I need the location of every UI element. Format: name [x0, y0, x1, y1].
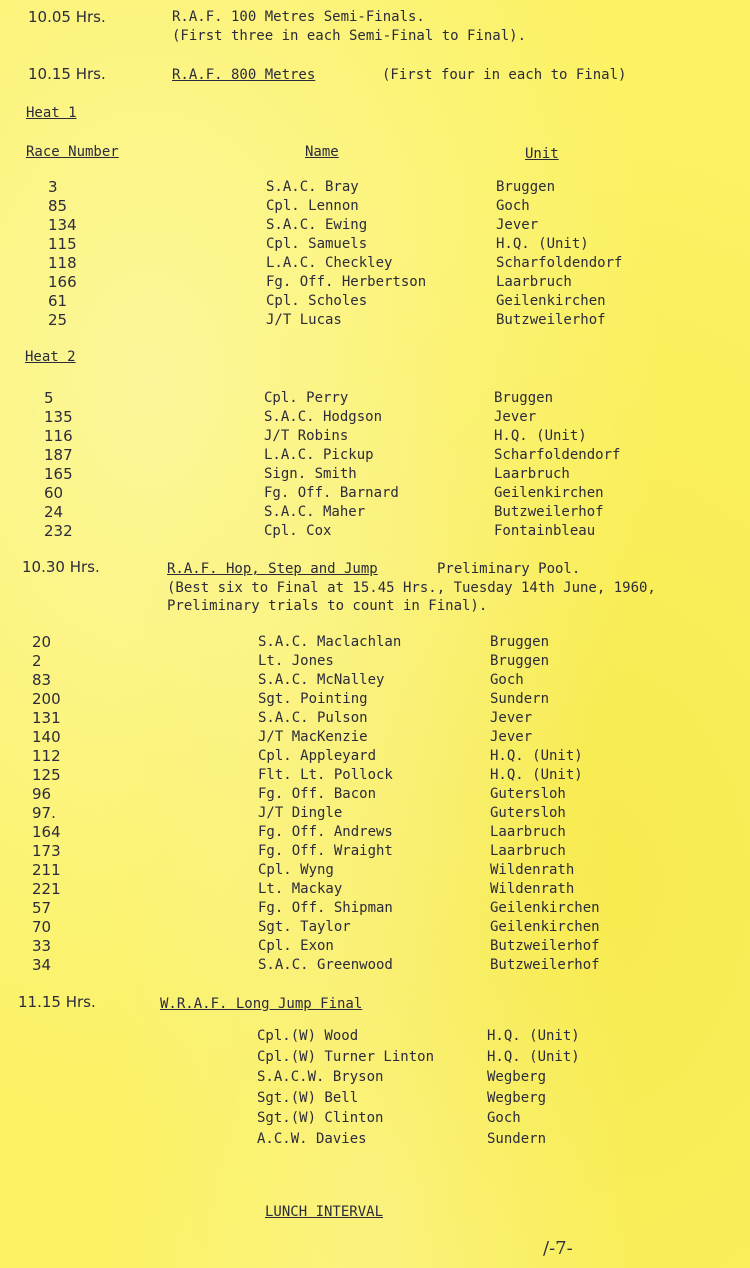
race-number-cell: 61 [48, 292, 68, 310]
table-row [0, 918, 750, 937]
athlete-name-cell: S.A.C. Hodgson [264, 409, 383, 425]
unit-cell: Butzweilerhof [494, 504, 604, 520]
race-number-cell: 140 [32, 728, 61, 746]
table-row [0, 861, 750, 880]
unit-cell: H.Q. (Unit) [487, 1028, 580, 1044]
unit-cell: Scharfoldendorf [496, 255, 623, 271]
athlete-name-cell: Sign. Smith [264, 466, 357, 482]
race-number-cell: 20 [32, 633, 52, 651]
table-row [0, 178, 750, 197]
unit-cell: Gutersloh [490, 805, 566, 821]
race-number-cell: 211 [32, 861, 61, 879]
athlete-name-cell: J/T Dingle [258, 805, 343, 821]
athlete-name-cell: J/T Robins [264, 428, 349, 444]
heat2-label: Heat 2 [25, 349, 76, 365]
unit-cell: Laarbruch [490, 843, 566, 859]
event2-title: R.A.F. 800 Metres [172, 67, 316, 83]
athlete-name-cell: Cpl. Appleyard [258, 748, 377, 764]
column-unit: Unit [525, 146, 559, 162]
table-row [0, 1089, 750, 1110]
athlete-name-cell: Cpl. Perry [264, 390, 349, 406]
athlete-name-cell: S.A.C. McNalley [258, 672, 385, 688]
athlete-name-cell: L.A.C. Pickup [264, 447, 374, 463]
race-number-cell: 221 [32, 880, 61, 898]
unit-cell: Sundern [487, 1130, 547, 1147]
unit-cell: Goch [490, 672, 524, 688]
race-number-cell: 97. [32, 804, 56, 822]
athlete-name-cell: Flt. Lt. Pollock [258, 767, 393, 783]
table-row [0, 273, 750, 292]
race-number-cell: 200 [32, 690, 61, 708]
race-number-cell: 135 [44, 408, 73, 426]
event3-title: R.A.F. Hop, Step and Jump [167, 561, 378, 577]
unit-cell: Jever [494, 409, 537, 425]
unit-cell: Laarbruch [490, 824, 566, 840]
unit-cell: Scharfoldendorf [494, 447, 621, 463]
unit-cell: Butzweilerhof [490, 957, 600, 973]
table-row [0, 1068, 750, 1089]
athlete-name-cell: Sgt.(W) Bell [257, 1089, 359, 1106]
table-row [0, 842, 750, 861]
table-row [0, 956, 750, 975]
athlete-name-cell: S.A.C. Maclachlan [258, 634, 402, 650]
athlete-name-cell: Fg. Off. Herbertson [266, 274, 427, 290]
table-row [0, 671, 750, 690]
unit-cell: Wildenrath [490, 862, 575, 878]
table-row [0, 633, 750, 652]
unit-cell: Laarbruch [496, 274, 572, 290]
race-number-cell: 115 [48, 235, 77, 253]
race-number-cell: 165 [44, 465, 73, 483]
race-number-cell: 24 [44, 503, 64, 521]
athlete-name-cell: A.C.W. Davies [257, 1130, 367, 1147]
table-row [0, 292, 750, 311]
heat1-list [0, 178, 750, 330]
table-row [0, 709, 750, 728]
athlete-name-cell: Fg. Off. Barnard [264, 485, 399, 501]
event4-time: 11.15 Hrs. [18, 993, 96, 1011]
table-row [0, 785, 750, 804]
unit-cell: Wegberg [487, 1069, 547, 1085]
race-number-cell: 70 [32, 918, 52, 936]
table-row [0, 804, 750, 823]
unit-cell: H.Q. (Unit) [490, 767, 583, 783]
event2-subtitle: (First four in each to Final) [382, 67, 627, 83]
unit-cell: Jever [490, 729, 533, 745]
athlete-name-cell: Cpl. Cox [264, 523, 332, 539]
table-row [0, 503, 750, 522]
unit-cell: Jever [496, 217, 539, 233]
column-race-number: Race Number [26, 144, 119, 160]
table-row [0, 823, 750, 842]
athlete-name-cell: Cpl. Samuels [266, 236, 368, 252]
table-row [0, 1027, 750, 1048]
table-row [0, 747, 750, 766]
athlete-name-cell: Cpl. Lennon [266, 198, 359, 214]
unit-cell: Butzweilerhof [496, 312, 606, 328]
unit-cell: Geilenkirchen [494, 485, 604, 501]
unit-cell: Wildenrath [490, 881, 575, 897]
race-number-cell: 125 [32, 766, 61, 784]
table-row [0, 389, 750, 408]
race-number-cell: 34 [32, 956, 52, 974]
race-number-cell: 116 [44, 427, 73, 445]
athlete-name-cell: J/T MacKenzie [258, 729, 368, 745]
table-row [0, 880, 750, 899]
athlete-name-cell: J/T Lucas [266, 312, 342, 328]
wraf-list [0, 1027, 750, 1150]
athlete-name-cell: S.A.C.W. Bryson [257, 1069, 384, 1085]
table-row [0, 899, 750, 918]
table-row [0, 522, 750, 541]
unit-cell: H.Q. (Unit) [490, 748, 583, 764]
event3-line2: (Best six to Final at 15.45 Hrs., Tuesday 14th June, 1960, [167, 580, 656, 596]
table-row [0, 235, 750, 254]
race-number-cell: 166 [48, 273, 77, 291]
unit-cell: Fontainbleau [494, 523, 596, 539]
table-row [0, 937, 750, 956]
race-number-cell: 60 [44, 484, 64, 502]
table-row [0, 197, 750, 216]
table-row [0, 1048, 750, 1069]
race-number-cell: 96 [32, 785, 52, 803]
lunch-interval: LUNCH INTERVAL [265, 1204, 384, 1220]
heat1-label: Heat 1 [26, 105, 77, 121]
athlete-name-cell: Lt. Jones [258, 653, 334, 669]
table-row [0, 408, 750, 427]
athlete-name-cell: Cpl.(W) Turner Linton [257, 1048, 435, 1065]
table-row [0, 1109, 750, 1130]
athlete-name-cell: S.A.C. Ewing [266, 217, 368, 233]
athlete-name-cell: Cpl. Exon [258, 938, 334, 954]
page-number: /-7- [543, 1238, 573, 1259]
race-number-cell: 2 [32, 652, 42, 670]
unit-cell: Bruggen [490, 634, 550, 650]
athlete-name-cell: Fg. Off. Shipman [258, 900, 393, 916]
table-row [0, 446, 750, 465]
athlete-name-cell: S.A.C. Bray [266, 179, 359, 195]
athlete-name-cell: Sgt. Pointing [258, 691, 368, 707]
race-number-cell: 85 [48, 197, 68, 215]
athlete-name-cell: Sgt.(W) Clinton [257, 1110, 384, 1126]
unit-cell: Laarbruch [494, 466, 570, 482]
athlete-name-cell: Lt. Mackay [258, 881, 343, 897]
athlete-name-cell: Fg. Off. Andrews [258, 824, 393, 840]
unit-cell: H.Q. (Unit) [496, 236, 589, 252]
unit-cell: H.Q. (Unit) [487, 1048, 580, 1065]
race-number-cell: 187 [44, 446, 73, 464]
athlete-name-cell: Cpl. Wyng [258, 862, 334, 878]
unit-cell: Goch [487, 1110, 521, 1126]
table-row [0, 216, 750, 235]
unit-cell: Goch [496, 198, 530, 214]
race-number-cell: 83 [32, 671, 52, 689]
athlete-name-cell: Cpl. Scholes [266, 293, 368, 309]
event1-title: R.A.F. 100 Metres Semi-Finals. [172, 9, 425, 25]
table-row [0, 484, 750, 503]
athlete-name-cell: Fg. Off. Wraight [258, 843, 393, 859]
unit-cell: Gutersloh [490, 786, 566, 802]
unit-cell: H.Q. (Unit) [494, 428, 587, 444]
race-number-cell: 164 [32, 823, 61, 841]
athlete-name-cell: L.A.C. Checkley [266, 255, 393, 271]
athlete-name-cell: Fg. Off. Bacon [258, 786, 377, 802]
race-number-cell: 112 [32, 747, 61, 765]
athlete-name-cell: S.A.C. Greenwood [258, 957, 393, 973]
unit-cell: Sundern [490, 691, 550, 707]
table-row [0, 254, 750, 273]
table-row [0, 1130, 750, 1151]
event2-time: 10.15 Hrs. [28, 65, 106, 83]
athlete-name-cell: S.A.C. Maher [264, 504, 366, 520]
race-number-cell: 232 [44, 522, 73, 540]
table-row [0, 766, 750, 785]
event3-line3: Preliminary trials to count in Final). [167, 598, 488, 614]
race-number-cell: 118 [48, 254, 77, 272]
unit-cell: Jever [490, 710, 533, 726]
race-number-cell: 3 [48, 178, 58, 196]
table-row [0, 465, 750, 484]
event1-subtitle: (First three in each Semi-Final to Final). [172, 28, 527, 44]
unit-cell: Geilenkirchen [496, 293, 606, 309]
event1-time: 10.05 Hrs. [28, 8, 106, 26]
athlete-name-cell: Sgt. Taylor [258, 919, 351, 935]
race-number-cell: 5 [44, 389, 54, 407]
race-number-cell: 25 [48, 311, 68, 329]
athlete-name-cell: S.A.C. Pulson [258, 710, 368, 726]
athlete-name-cell: Cpl.(W) Wood [257, 1028, 359, 1044]
table-row [0, 427, 750, 446]
event3-pool: Preliminary Pool. [437, 561, 581, 577]
table-row [0, 728, 750, 747]
race-number-cell: 131 [32, 709, 61, 727]
table-row [0, 690, 750, 709]
event4-title: W.R.A.F. Long Jump Final [160, 996, 363, 1012]
unit-cell: Geilenkirchen [490, 919, 600, 935]
race-number-cell: 173 [32, 842, 61, 860]
race-number-cell: 33 [32, 937, 52, 955]
table-row [0, 652, 750, 671]
unit-cell: Geilenkirchen [490, 900, 600, 916]
column-name: Name [305, 144, 339, 160]
unit-cell: Bruggen [490, 653, 550, 669]
unit-cell: Bruggen [494, 390, 554, 406]
unit-cell: Wegberg [487, 1089, 547, 1106]
race-number-cell: 134 [48, 216, 77, 234]
event3-time: 10.30 Hrs. [22, 558, 100, 576]
unit-cell: Bruggen [496, 179, 556, 195]
hsj-list [0, 633, 750, 975]
heat2-list [0, 389, 750, 541]
race-number-cell: 57 [32, 899, 52, 917]
table-row [0, 311, 750, 330]
unit-cell: Butzweilerhof [490, 938, 600, 954]
